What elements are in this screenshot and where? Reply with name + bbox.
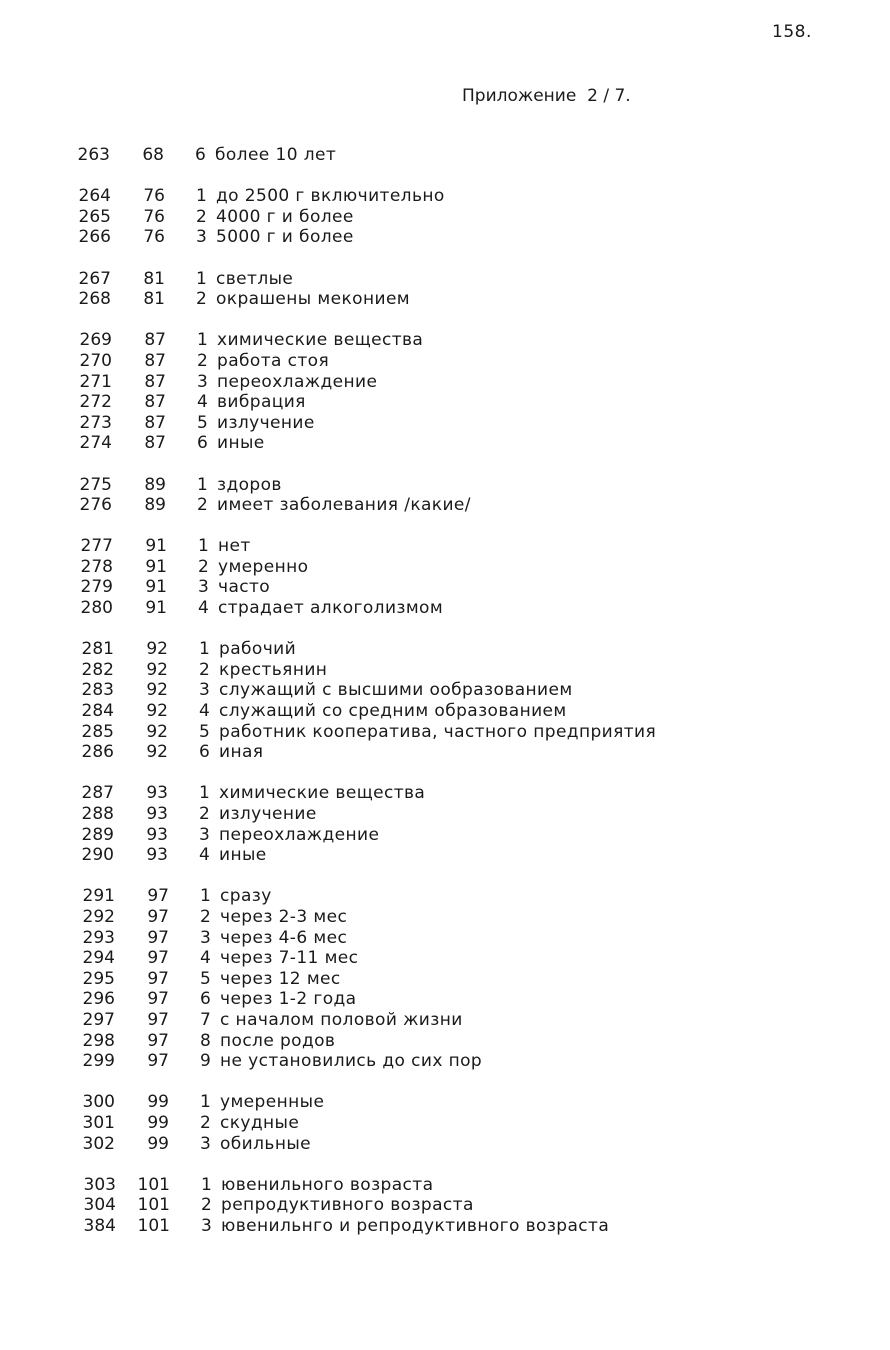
table-row — [0, 1051, 890, 1072]
table-row — [0, 969, 890, 990]
option-text: умеренно — [218, 556, 309, 577]
question-number: 76 — [143, 186, 165, 207]
option-number: 2 — [201, 1195, 212, 1216]
row-code: 291 — [82, 886, 115, 907]
row-code: 303 — [83, 1174, 116, 1195]
row-code: 293 — [82, 927, 115, 948]
code-table — [0, 145, 890, 1236]
table-row — [0, 598, 890, 619]
row-code: 271 — [79, 371, 112, 392]
table-row — [0, 372, 890, 393]
question-number: 87 — [144, 392, 166, 413]
option-text: сразу — [220, 886, 272, 907]
table-row — [0, 433, 890, 454]
option-number: 3 — [201, 1215, 212, 1236]
option-text: с началом половой жизни — [220, 1009, 463, 1030]
option-number: 3 — [197, 371, 208, 392]
row-code: 265 — [78, 206, 111, 227]
option-number: 2 — [199, 804, 210, 824]
question-number: 68 — [142, 145, 164, 165]
question-number: 93 — [146, 824, 168, 845]
option-number: 4 — [197, 392, 208, 413]
row-code: 288 — [81, 804, 114, 824]
option-number: 6 — [197, 433, 208, 454]
option-number: 1 — [196, 186, 207, 207]
question-number: 91 — [145, 598, 167, 619]
question-number: 99 — [147, 1133, 169, 1154]
question-number: 93 — [146, 804, 168, 824]
option-number: 7 — [200, 1009, 211, 1030]
group-separator — [0, 866, 890, 887]
option-number: 5 — [197, 412, 208, 433]
option-text: 5000 г и более — [216, 227, 354, 248]
row-code: 299 — [82, 1051, 115, 1072]
option-number: 8 — [200, 1030, 211, 1051]
row-code: 264 — [78, 186, 111, 207]
option-text: светлые — [216, 268, 294, 289]
question-number: 92 — [146, 742, 168, 763]
option-number: 3 — [198, 577, 209, 598]
option-text: ювенильнго и репродуктивного возраста — [221, 1215, 610, 1236]
question-number: 81 — [143, 268, 165, 289]
question-number: 97 — [147, 968, 169, 989]
row-code: 285 — [81, 721, 114, 742]
table-row — [0, 1010, 890, 1031]
question-number: 76 — [143, 206, 165, 227]
question-number: 92 — [146, 659, 168, 680]
table-row — [0, 536, 890, 557]
row-code: 278 — [80, 556, 113, 577]
table-row — [0, 928, 890, 949]
option-text: после родов — [220, 1030, 336, 1051]
table-row — [0, 1031, 890, 1052]
row-code: 281 — [81, 639, 114, 660]
question-number: 93 — [146, 783, 168, 804]
option-text: через 4-6 мес — [220, 927, 348, 948]
option-text: рабочий — [219, 639, 297, 660]
row-code: 384 — [83, 1215, 116, 1236]
option-number: 5 — [199, 721, 210, 742]
option-number: 5 — [200, 968, 211, 989]
option-text: нет — [218, 536, 251, 557]
option-text: имеет заболевания /какие/ — [217, 495, 471, 516]
option-text: химические вещества — [219, 783, 426, 804]
option-text: иные — [217, 433, 265, 454]
option-number: 2 — [199, 659, 210, 680]
question-number: 101 — [137, 1215, 170, 1236]
option-text: крестьянин — [219, 659, 328, 680]
row-code: 268 — [78, 289, 111, 310]
option-number: 2 — [198, 556, 209, 577]
option-number: 4 — [200, 948, 211, 969]
option-text: скудные — [220, 1112, 300, 1133]
option-text: переохлаждение — [217, 371, 378, 392]
table-row — [0, 330, 890, 351]
group-separator — [0, 454, 890, 475]
option-number: 1 — [199, 783, 210, 804]
question-number: 97 — [147, 989, 169, 1010]
option-number: 2 — [197, 350, 208, 371]
group-separator — [0, 166, 890, 187]
option-number: 1 — [201, 1174, 212, 1195]
option-number: 6 — [200, 989, 211, 1010]
table-row — [0, 577, 890, 598]
table-row — [0, 1195, 890, 1216]
option-number: 3 — [199, 824, 210, 845]
table-row — [0, 495, 890, 516]
table-row — [0, 804, 890, 825]
table-row — [0, 269, 890, 290]
option-number: 3 — [199, 680, 210, 701]
row-code: 263 — [77, 145, 110, 165]
table-row — [0, 475, 890, 496]
question-number: 97 — [147, 886, 169, 907]
row-code: 298 — [82, 1030, 115, 1051]
option-text: иные — [219, 845, 267, 866]
row-code: 289 — [81, 824, 114, 845]
option-text: через 7-11 мес — [220, 948, 359, 969]
option-text: иная — [219, 742, 264, 763]
row-code: 283 — [81, 680, 114, 701]
question-number: 101 — [137, 1195, 170, 1216]
table-row — [0, 289, 890, 310]
question-number: 92 — [146, 721, 168, 742]
table-row — [0, 639, 890, 660]
option-number: 4 — [198, 598, 209, 619]
question-number: 87 — [144, 371, 166, 392]
option-number: 4 — [199, 701, 210, 722]
option-text: излучение — [217, 412, 315, 433]
table-row — [0, 825, 890, 846]
option-text: часто — [218, 577, 271, 598]
question-number: 99 — [147, 1112, 169, 1133]
row-code: 280 — [80, 598, 113, 619]
question-number: 93 — [146, 845, 168, 866]
question-number: 87 — [144, 412, 166, 433]
option-text: служащий с высшими ообразованием — [219, 680, 573, 701]
option-text: переохлаждение — [219, 824, 380, 845]
question-number: 97 — [147, 1030, 169, 1051]
option-number: 2 — [200, 1112, 211, 1133]
table-row — [0, 845, 890, 866]
row-code: 290 — [81, 845, 114, 866]
option-text: 4000 г и более — [216, 206, 354, 227]
option-text: окрашены меконием — [216, 289, 411, 310]
appendix-label: Приложение 2 / 7. — [462, 86, 631, 106]
question-number: 91 — [145, 577, 167, 598]
row-code: 275 — [79, 474, 112, 495]
option-text: умеренные — [220, 1092, 325, 1113]
question-number: 92 — [146, 639, 168, 660]
table-row — [0, 722, 890, 743]
question-number: 76 — [143, 227, 165, 248]
row-code: 297 — [82, 1009, 115, 1030]
question-number: 87 — [144, 330, 166, 351]
option-text: работник кооператива, частного предприятия — [219, 721, 657, 742]
option-text: через 12 мес — [220, 968, 341, 989]
group-separator — [0, 310, 890, 331]
question-number: 89 — [144, 495, 166, 516]
option-number: 3 — [200, 1133, 211, 1154]
option-number: 1 — [200, 1092, 211, 1113]
row-code: 276 — [79, 495, 112, 516]
option-number: 1 — [200, 886, 211, 907]
table-row — [0, 1216, 890, 1237]
option-number: 6 — [195, 145, 206, 165]
option-number: 1 — [197, 330, 208, 351]
row-code: 294 — [82, 948, 115, 969]
question-number: 92 — [146, 680, 168, 701]
table-row — [0, 392, 890, 413]
row-code: 279 — [80, 577, 113, 598]
row-code: 273 — [79, 412, 112, 433]
option-text: ювенильного возраста — [221, 1174, 434, 1195]
option-number: 3 — [196, 227, 207, 248]
row-code: 277 — [80, 536, 113, 557]
option-text: излучение — [219, 804, 317, 824]
option-text: до 2500 г включительно — [216, 186, 445, 207]
row-code: 304 — [83, 1195, 116, 1216]
group-separator — [0, 1154, 890, 1175]
table-row — [0, 680, 890, 701]
group-separator — [0, 248, 890, 269]
question-number: 87 — [144, 350, 166, 371]
table-row — [0, 701, 890, 722]
table-row — [0, 1175, 890, 1196]
table-row — [0, 989, 890, 1010]
group-separator — [0, 763, 890, 784]
option-number: 6 — [199, 742, 210, 763]
option-text: здоров — [217, 474, 282, 495]
question-number: 91 — [145, 536, 167, 557]
page-number: 158. — [772, 22, 812, 42]
table-row — [0, 948, 890, 969]
table-row — [0, 742, 890, 763]
table-row — [0, 1113, 890, 1134]
group-separator — [0, 619, 890, 640]
table-row — [0, 907, 890, 928]
row-code: 282 — [81, 659, 114, 680]
question-number: 97 — [147, 927, 169, 948]
option-number: 2 — [196, 206, 207, 227]
group-separator — [0, 1072, 890, 1093]
option-text: репродуктивного возраста — [221, 1195, 474, 1216]
option-text: обильные — [220, 1133, 312, 1154]
row-code: 292 — [82, 906, 115, 927]
table-row — [0, 227, 890, 248]
row-code: 300 — [82, 1092, 115, 1113]
table-row — [0, 1134, 890, 1155]
question-number: 87 — [144, 433, 166, 454]
question-number: 97 — [147, 1009, 169, 1030]
option-text: работа стоя — [217, 350, 330, 371]
table-row — [0, 557, 890, 578]
question-number: 97 — [147, 906, 169, 927]
option-text: через 1-2 года — [220, 989, 357, 1010]
option-number: 2 — [200, 906, 211, 927]
row-code: 286 — [81, 742, 114, 763]
row-code: 267 — [78, 268, 111, 289]
question-number: 97 — [147, 948, 169, 969]
row-code: 270 — [79, 350, 112, 371]
option-text: более 10 лет — [215, 145, 337, 165]
table-row — [0, 660, 890, 681]
question-number: 91 — [145, 556, 167, 577]
row-code: 284 — [81, 701, 114, 722]
option-text: химические вещества — [217, 330, 424, 351]
question-number: 101 — [137, 1174, 170, 1195]
option-number: 1 — [197, 474, 208, 495]
option-number: 2 — [196, 289, 207, 310]
option-number: 3 — [200, 927, 211, 948]
question-number: 92 — [146, 701, 168, 722]
option-text: служащий со средним образованием — [219, 701, 567, 722]
table-row — [0, 351, 890, 372]
table-row — [0, 886, 890, 907]
question-number: 99 — [147, 1092, 169, 1113]
option-text: вибрация — [217, 392, 306, 413]
group-separator — [0, 516, 890, 537]
table-row — [0, 186, 890, 207]
row-code: 287 — [81, 783, 114, 804]
table-row — [0, 783, 890, 804]
option-number: 9 — [200, 1051, 211, 1072]
table-row — [0, 145, 890, 166]
table-row — [0, 1092, 890, 1113]
question-number: 89 — [144, 474, 166, 495]
table-row — [0, 207, 890, 228]
row-code: 296 — [82, 989, 115, 1010]
option-number: 1 — [199, 639, 210, 660]
option-text: через 2-3 мес — [220, 906, 348, 927]
option-number: 1 — [198, 536, 209, 557]
option-number: 1 — [196, 268, 207, 289]
option-number: 4 — [199, 845, 210, 866]
question-number: 97 — [147, 1051, 169, 1072]
question-number: 81 — [143, 289, 165, 310]
row-code: 295 — [82, 968, 115, 989]
row-code: 302 — [82, 1133, 115, 1154]
option-number: 2 — [197, 495, 208, 516]
option-text: страдает алкоголизмом — [218, 598, 444, 619]
row-code: 274 — [79, 433, 112, 454]
row-code: 272 — [79, 392, 112, 413]
row-code: 301 — [82, 1112, 115, 1133]
option-text: не установились до сих пор — [220, 1051, 483, 1072]
row-code: 269 — [79, 330, 112, 351]
row-code: 266 — [78, 227, 111, 248]
table-row — [0, 413, 890, 434]
